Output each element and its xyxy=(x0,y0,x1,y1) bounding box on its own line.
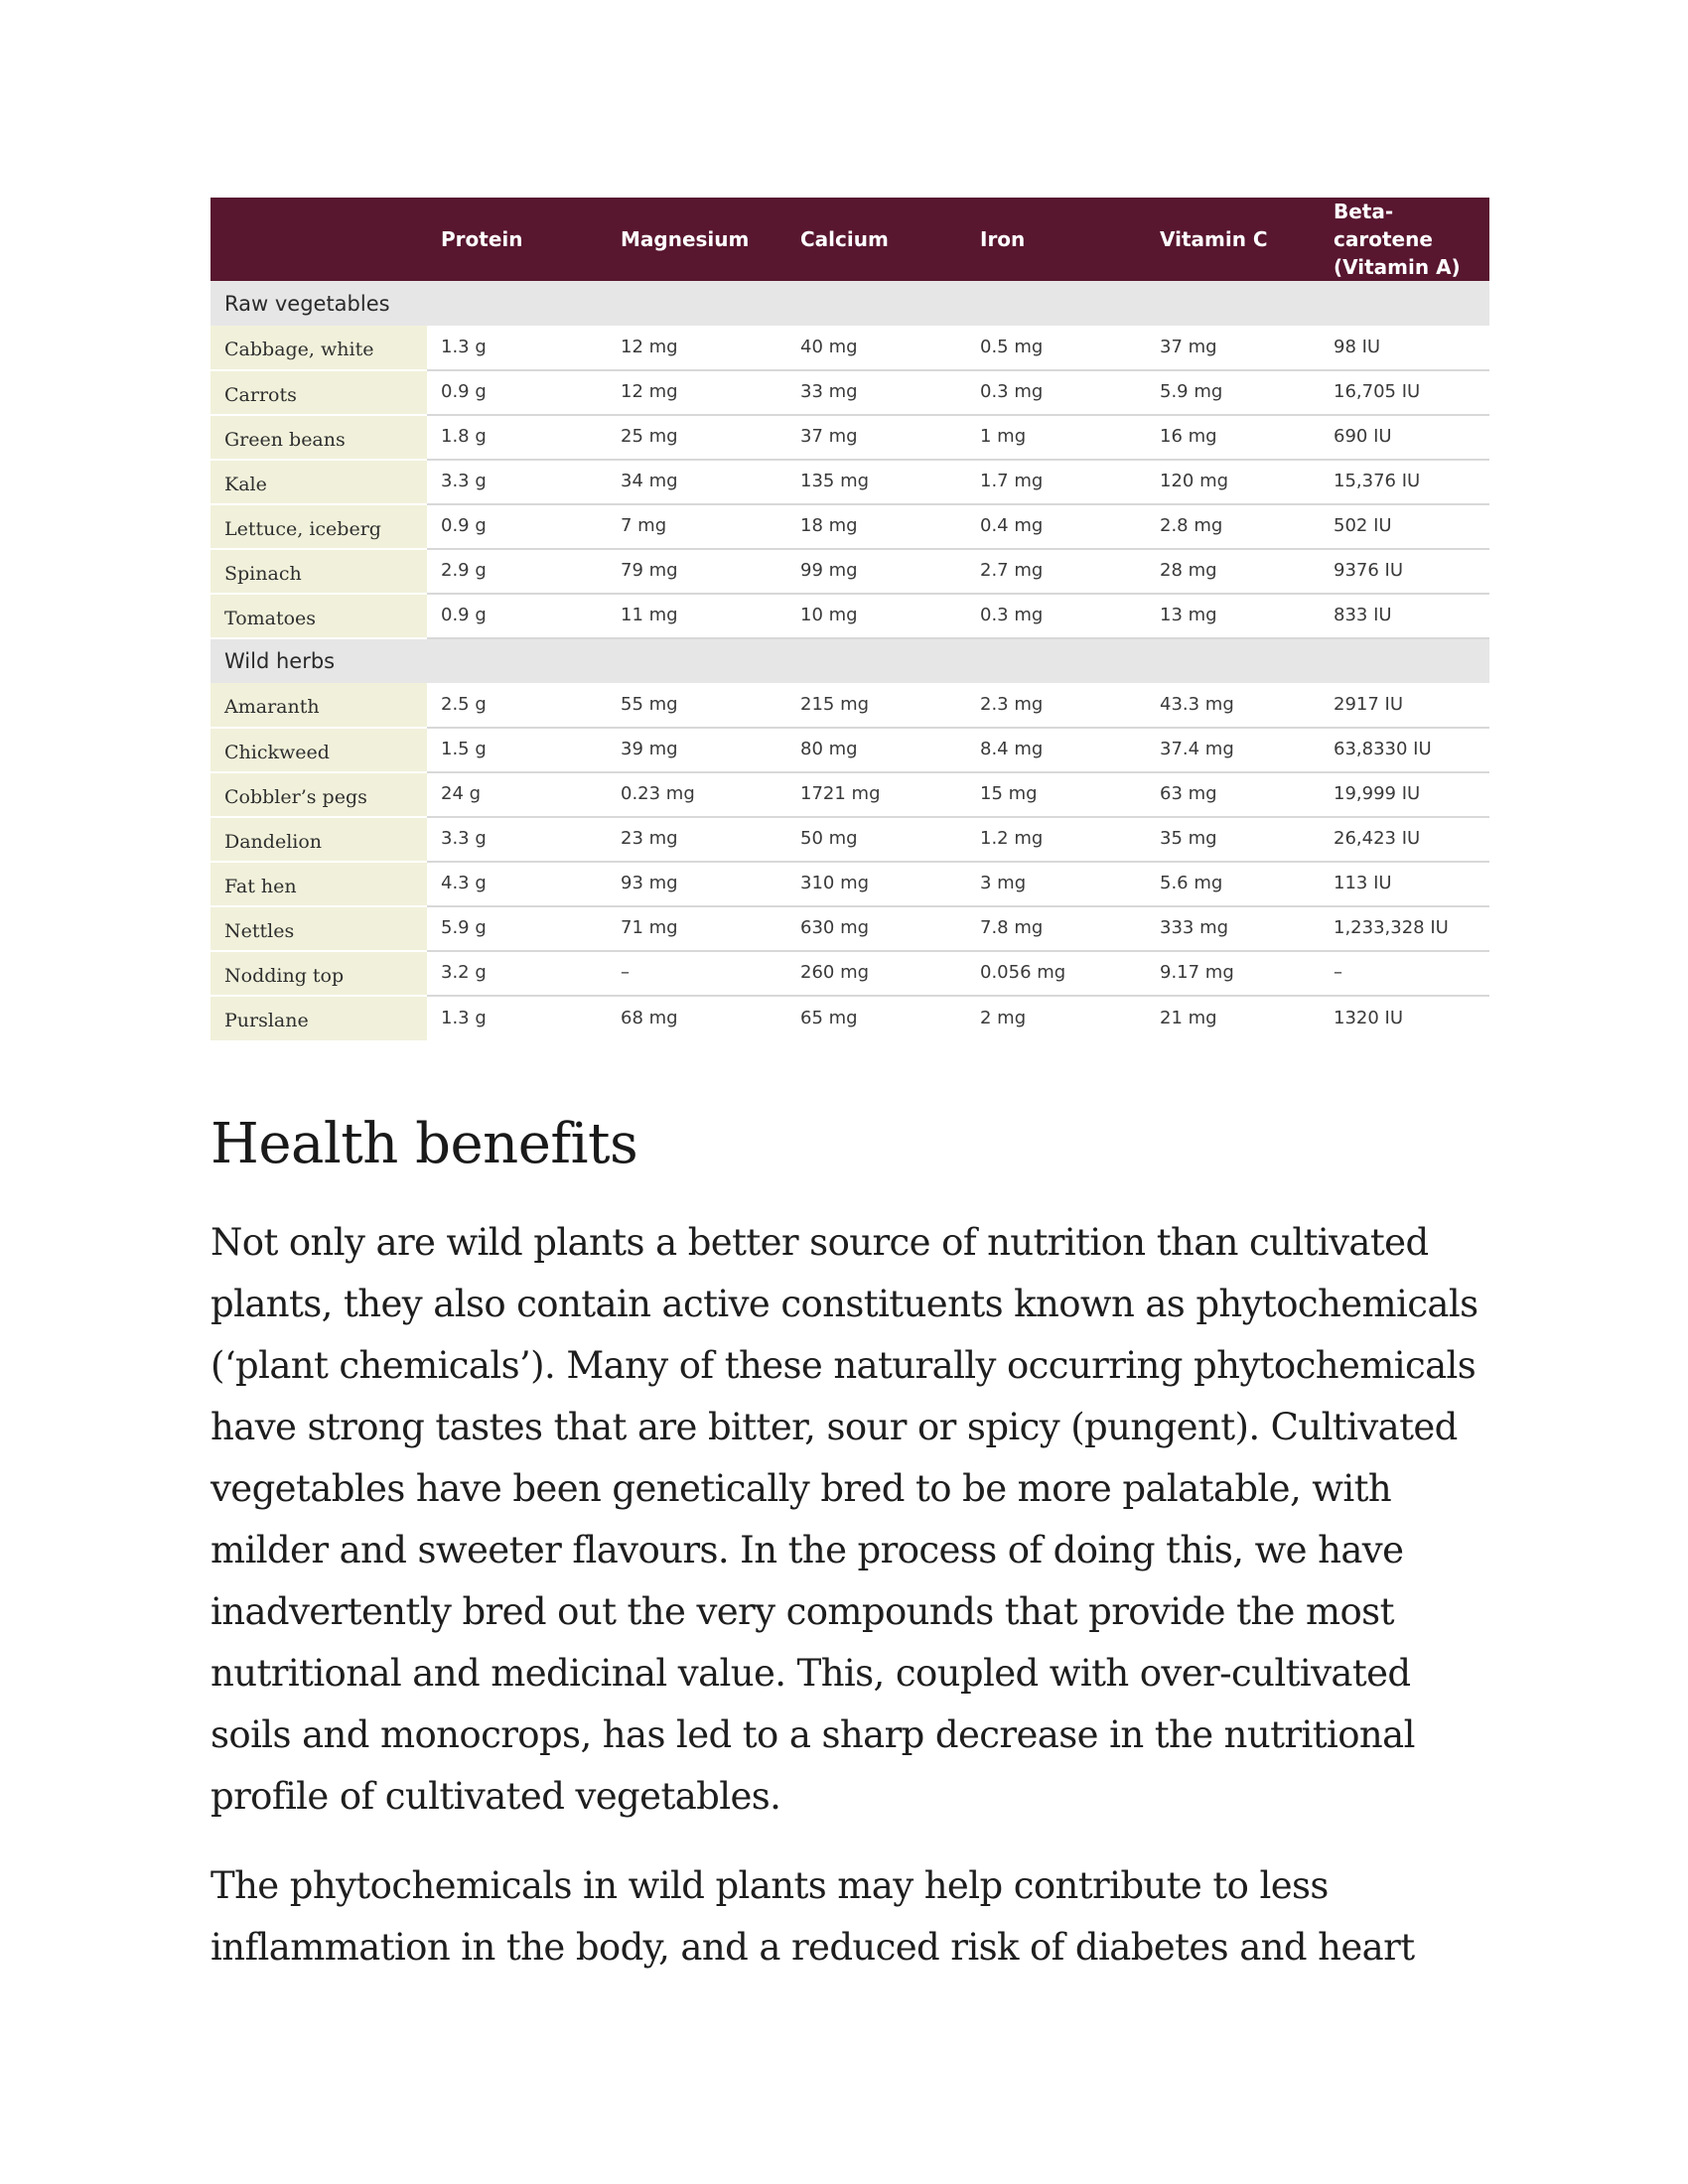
value-cell: 333 mg xyxy=(1146,906,1326,951)
table-header-row xyxy=(211,198,1489,281)
value-cell: 80 mg xyxy=(786,728,966,772)
value-cell: 2.9 g xyxy=(427,549,607,594)
value-cell: 135 mg xyxy=(786,460,966,504)
value-cell: 1320 IU xyxy=(1334,1007,1404,1028)
header-cell-empty xyxy=(211,198,427,281)
header-cell-iron: Iron xyxy=(980,227,1026,251)
value-cell: 0.5 mg xyxy=(966,326,1146,370)
value-cell: 2917 IU xyxy=(1326,683,1489,728)
table-row xyxy=(211,728,1489,772)
value-cell: 3.2 g xyxy=(427,951,607,996)
value-cell: 65 mg xyxy=(800,1007,858,1028)
table-row xyxy=(211,460,1489,504)
value-cell: 833 IU xyxy=(1326,594,1489,638)
table-row xyxy=(211,996,1489,1040)
value-cell: 260 mg xyxy=(786,951,966,996)
value-cell: 120 mg xyxy=(1146,460,1326,504)
value-cell: 55 mg xyxy=(607,683,786,728)
value-cell: 0.056 mg xyxy=(966,951,1146,996)
table-row xyxy=(211,370,1489,415)
food-name-cell: Nettles xyxy=(211,906,427,951)
header-cell-vitamin-c: Vitamin C xyxy=(1160,227,1268,251)
value-cell: 4.3 g xyxy=(427,862,607,906)
value-cell: 7 mg xyxy=(607,504,786,549)
value-cell: 0.9 g xyxy=(427,370,607,415)
value-cell: 5.6 mg xyxy=(1146,862,1326,906)
value-cell: 690 IU xyxy=(1326,415,1489,460)
value-cell: 3 mg xyxy=(966,862,1146,906)
value-cell: 37 mg xyxy=(786,415,966,460)
table-row xyxy=(211,683,1489,728)
table-row xyxy=(211,549,1489,594)
food-name-cell: Amaranth xyxy=(211,683,427,728)
value-cell: 7.8 mg xyxy=(966,906,1146,951)
table-row xyxy=(211,504,1489,549)
value-cell: 12 mg xyxy=(607,370,786,415)
food-name-cell: Cobbler’s pegs xyxy=(211,772,427,817)
food-name-cell: Cabbage, white xyxy=(211,326,427,370)
food-name-cell: Dandelion xyxy=(211,817,427,862)
table-row xyxy=(211,906,1489,951)
value-cell: 3.3 g xyxy=(427,817,607,862)
food-name-cell: Kale xyxy=(211,460,427,504)
value-cell: 0.3 mg xyxy=(966,370,1146,415)
header-cell-magnesium: Magnesium xyxy=(621,227,750,251)
value-cell: 18 mg xyxy=(786,504,966,549)
value-cell: 2.5 g xyxy=(427,683,607,728)
value-cell: 33 mg xyxy=(786,370,966,415)
value-cell: 21 mg xyxy=(1160,1007,1217,1028)
value-cell: 1721 mg xyxy=(786,772,966,817)
group-label: Wild herbs xyxy=(224,649,336,673)
food-name-cell: Chickweed xyxy=(211,728,427,772)
value-cell: – xyxy=(1326,951,1489,996)
value-cell: 9.17 mg xyxy=(1146,951,1326,996)
value-cell: 1.3 g xyxy=(441,1007,487,1028)
value-cell: 71 mg xyxy=(607,906,786,951)
value-cell: 1.8 g xyxy=(427,415,607,460)
value-cell: 23 mg xyxy=(607,817,786,862)
table-row xyxy=(211,951,1489,996)
value-cell: 12 mg xyxy=(607,326,786,370)
body-paragraph-2: The phytochemicals in wild plants may help contribute to less inflammation in the body, and a reduced risk of diabetes and heart xyxy=(211,1864,1415,1969)
value-cell: 39 mg xyxy=(607,728,786,772)
value-cell: 40 mg xyxy=(786,326,966,370)
value-cell: 25 mg xyxy=(607,415,786,460)
food-name-cell: Fat hen xyxy=(211,862,427,906)
value-cell: 2 mg xyxy=(980,1007,1027,1028)
nutrition-table xyxy=(211,198,1489,1040)
value-cell: 215 mg xyxy=(786,683,966,728)
value-cell: 3.3 g xyxy=(427,460,607,504)
table-row xyxy=(211,817,1489,862)
value-cell: 0.4 mg xyxy=(966,504,1146,549)
table-row xyxy=(211,862,1489,906)
value-cell: 98 IU xyxy=(1326,326,1489,370)
value-cell: 35 mg xyxy=(1146,817,1326,862)
food-name-cell: Nodding top xyxy=(211,951,427,996)
value-cell: 113 IU xyxy=(1326,862,1489,906)
food-name-cell: Purslane xyxy=(211,996,427,1040)
value-cell: 2.3 mg xyxy=(966,683,1146,728)
value-cell: 16,705 IU xyxy=(1326,370,1489,415)
value-cell: 50 mg xyxy=(786,817,966,862)
value-cell: 502 IU xyxy=(1326,504,1489,549)
value-cell: 26,423 IU xyxy=(1326,817,1489,862)
table-row xyxy=(211,415,1489,460)
table-row xyxy=(211,326,1489,370)
group-row xyxy=(211,281,1489,326)
value-cell: 99 mg xyxy=(786,549,966,594)
value-cell: 310 mg xyxy=(786,862,966,906)
value-cell: 1.2 mg xyxy=(966,817,1146,862)
value-cell: 5.9 mg xyxy=(1146,370,1326,415)
table-header xyxy=(211,198,1489,281)
value-cell: 0.3 mg xyxy=(966,594,1146,638)
value-cell: 15 mg xyxy=(966,772,1146,817)
food-name-cell: Tomatoes xyxy=(211,594,427,638)
group-row xyxy=(211,638,1489,683)
table-row xyxy=(211,772,1489,817)
value-cell: 9376 IU xyxy=(1326,549,1489,594)
value-cell: 1 mg xyxy=(966,415,1146,460)
value-cell: 24 g xyxy=(427,772,607,817)
value-cell: 0.23 mg xyxy=(607,772,786,817)
value-cell: 43.3 mg xyxy=(1146,683,1326,728)
body-paragraph-1: Not only are wild plants a better source of nutrition than cultivated plants, they also contain active constituents known as phytochemicals (‘plant chemicals’). Many of these naturally occurring phytochemicals have strong tastes that are bitter, sour or spicy (pungent). Cultivated vegetables have been genetically bred to be more palatable, with milder and sweeter flavours. In the process of doing this, we have inadvertently bred out the very compounds that provide the most nutritional and medicinal value. This, coupled with over-cultivated soils and monocrops, has led to a sharp decrease in the nutritional profile of cultivated vegetables. xyxy=(211,1221,1478,1818)
header-cell-beta-carotene: Beta-carotene (Vitamin A) xyxy=(1334,200,1461,279)
value-cell: 79 mg xyxy=(607,549,786,594)
food-name-cell: Green beans xyxy=(211,415,427,460)
value-cell: 11 mg xyxy=(607,594,786,638)
value-cell: – xyxy=(607,951,786,996)
table-body xyxy=(211,281,1489,1040)
value-cell: 2.8 mg xyxy=(1146,504,1326,549)
value-cell: 1,233,328 IU xyxy=(1326,906,1489,951)
header-cell-calcium: Calcium xyxy=(800,227,889,251)
value-cell: 5.9 g xyxy=(427,906,607,951)
value-cell: 13 mg xyxy=(1146,594,1326,638)
value-cell: 37.4 mg xyxy=(1146,728,1326,772)
value-cell: 10 mg xyxy=(786,594,966,638)
value-cell: 0.9 g xyxy=(427,504,607,549)
value-cell: 37 mg xyxy=(1146,326,1326,370)
value-cell: 63 mg xyxy=(1146,772,1326,817)
header-cell-protein: Protein xyxy=(441,227,523,251)
section-heading: Health benefits xyxy=(211,1112,638,1176)
value-cell: 63,8330 IU xyxy=(1326,728,1489,772)
value-cell: 16 mg xyxy=(1146,415,1326,460)
value-cell: 34 mg xyxy=(607,460,786,504)
food-name-cell: Carrots xyxy=(211,370,427,415)
value-cell: 15,376 IU xyxy=(1326,460,1489,504)
value-cell: 1.5 g xyxy=(427,728,607,772)
value-cell: 2.7 mg xyxy=(966,549,1146,594)
value-cell: 28 mg xyxy=(1146,549,1326,594)
value-cell: 8.4 mg xyxy=(966,728,1146,772)
value-cell: 93 mg xyxy=(607,862,786,906)
food-name-cell: Lettuce, iceberg xyxy=(211,504,427,549)
food-name-cell: Spinach xyxy=(211,549,427,594)
group-label: Raw vegetables xyxy=(224,291,390,316)
table-row xyxy=(211,594,1489,638)
value-cell: 19,999 IU xyxy=(1326,772,1489,817)
value-cell: 1.3 g xyxy=(427,326,607,370)
value-cell: 1.7 mg xyxy=(966,460,1146,504)
value-cell: 68 mg xyxy=(621,1007,678,1028)
value-cell: 630 mg xyxy=(786,906,966,951)
value-cell: 0.9 g xyxy=(427,594,607,638)
